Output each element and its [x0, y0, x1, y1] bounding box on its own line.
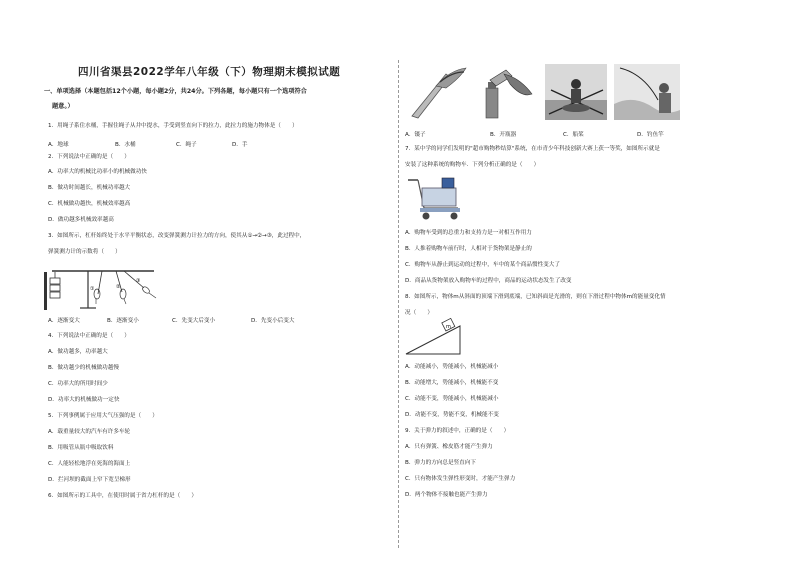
tweezers-image	[406, 64, 470, 120]
q8-option-c[interactable]: C．动能不变，势能减小，机械能减小	[405, 396, 499, 402]
q5-option-a[interactable]: A．载重量较大的汽车有许多车轮	[48, 429, 131, 435]
q2-option-a[interactable]: A．功率大的机械比功率小的机械做功快	[48, 169, 147, 175]
q1-option-d[interactable]: D．手	[232, 142, 248, 148]
section-heading: 一、单项选择（本题包括12个小题，每小题2分，共24分。下列各题，每小题只有一个选项符合	[44, 88, 307, 95]
lever-figure	[44, 258, 164, 314]
q2-option-d[interactable]: D．做功越多机械效率越高	[48, 217, 114, 223]
shopping-cart-image	[404, 174, 464, 222]
q8-stem: 8．如图所示，物体m从斜面的顶端下滑到底端，已知斜面是光滑的，则在下滑过程中物体m的能量变化情	[405, 294, 666, 300]
q3-option-a[interactable]: A．逐渐变大	[48, 318, 80, 324]
q7-option-c[interactable]: C．购物车从静止到运动的过程中，车中的某个商品惯性变大了	[405, 262, 560, 268]
q4-option-c[interactable]: C．功率大的所用时间少	[48, 381, 108, 387]
q8-option-a[interactable]: A．动能减小，势能减小，机械能减小	[405, 364, 499, 370]
q3-stem-cont: 弹簧测力计的示数将（ ）	[48, 249, 121, 255]
wall	[44, 272, 47, 310]
q4-stem: 4．下列说法中正确的是（ ）	[48, 333, 130, 339]
q1-stem: 1．用绳子系住水桶，手握住绳子从井中提水，手受到竖直向下的拉力，此拉力的施力物体是（ ）	[48, 123, 298, 129]
q1-option-c[interactable]: C．绳子	[176, 142, 197, 148]
q9-option-a[interactable]: A．只有弹簧、橡皮筋才能产生弹力	[405, 444, 493, 450]
q7-stem-cont: 安装了这种系统的购物车．下列分析正确的是（ ）	[405, 162, 540, 168]
q2-stem: 2．下列说法中正确的是（ ）	[48, 154, 130, 160]
q1-option-a[interactable]: A．地球	[48, 142, 69, 148]
q7-option-a[interactable]: A．购物车受到的总重力和支持力是一对相互作用力	[405, 230, 532, 236]
q6-option-b[interactable]: B．开瓶器	[490, 132, 517, 138]
block-label: m	[446, 324, 451, 330]
q5-option-c[interactable]: C．人能轻松地浮在死海的海面上	[48, 461, 131, 467]
q6-option-d[interactable]: D．钓鱼竿	[637, 132, 664, 138]
q5-option-b[interactable]: B．用吸管从瓶中吸取饮料	[48, 445, 114, 451]
q8-stem-cont: 况（ ）	[405, 310, 433, 316]
fishing-rod-image	[614, 64, 680, 120]
q5-stem: 5．下列事例属于应用大气压强的是（ ）	[48, 413, 158, 419]
q8-option-d[interactable]: D．动能不变，势能不变，机械能不变	[405, 412, 499, 418]
q2-option-b[interactable]: B．做功时间越长，机械功率越大	[48, 185, 131, 191]
q9-option-d[interactable]: D．两个物体不接触也能产生弹力	[405, 492, 488, 498]
q9-option-c[interactable]: C．只有物体发生弹性形变时，才能产生弹力	[405, 476, 516, 482]
column-divider	[398, 60, 399, 548]
bottle-opener-image	[476, 64, 538, 120]
q6-option-c[interactable]: C．船桨	[563, 132, 584, 138]
label-3: ③	[136, 278, 141, 284]
section-heading-cont: 题意。）	[52, 103, 74, 110]
label-1: ①	[90, 286, 95, 292]
q6-stem: 6．如图所示的工具中，在使用时属于省力杠杆的是（ ）	[48, 493, 197, 499]
q8-option-b[interactable]: B．动能增大，势能减小，机械能不变	[405, 380, 499, 386]
q7-stem: 7．某中学的同学们发明的"超市购物秒结算"系统，在市青少年科技创新大赛上获一等奖，如图所示就是	[405, 146, 660, 152]
q5-option-d[interactable]: D．拦河坝的截面上窄下宽呈梯形	[48, 477, 131, 483]
incline-figure	[404, 318, 464, 356]
q4-option-d[interactable]: D．功率大的机械做功一定快	[48, 397, 120, 403]
q2-option-c[interactable]: C．机械做功越快，机械效率越高	[48, 201, 131, 207]
q7-option-d[interactable]: D．商品从货物架放入购物车的过程中，商品的运动状态发生了改变	[405, 278, 572, 284]
q4-option-a[interactable]: A．做功越多，功率越大	[48, 349, 108, 355]
label-2: ②	[116, 284, 121, 290]
q3-option-d[interactable]: D．先变小后变大	[251, 318, 295, 324]
q9-stem: 9．关于弹力的叙述中，正确的是（ ）	[405, 428, 510, 434]
q3-stem: 3．如图所示，杠杆始终处于水平平衡状态，改变弹簧测力计拉力的方向，使其从①→②→③，此过程中，	[48, 233, 306, 239]
q9-option-b[interactable]: B．弹力的方向总是竖直向下	[405, 460, 476, 466]
q4-option-b[interactable]: B．做功越少的机械做功越慢	[48, 365, 119, 371]
q3-option-c[interactable]: C．先变大后变小	[172, 318, 216, 324]
q1-option-b[interactable]: B．水桶	[115, 142, 136, 148]
rowing-image	[545, 64, 607, 120]
q7-option-b[interactable]: B．人推着购物车前行时，人相对于货物架是静止的	[405, 246, 532, 252]
q6-option-a[interactable]: A．镊子	[405, 132, 426, 138]
q3-option-b[interactable]: B．逐渐变小	[107, 318, 139, 324]
page-title: 四川省渠县2022学年八年级（下）物理期末模拟试题	[78, 66, 341, 78]
